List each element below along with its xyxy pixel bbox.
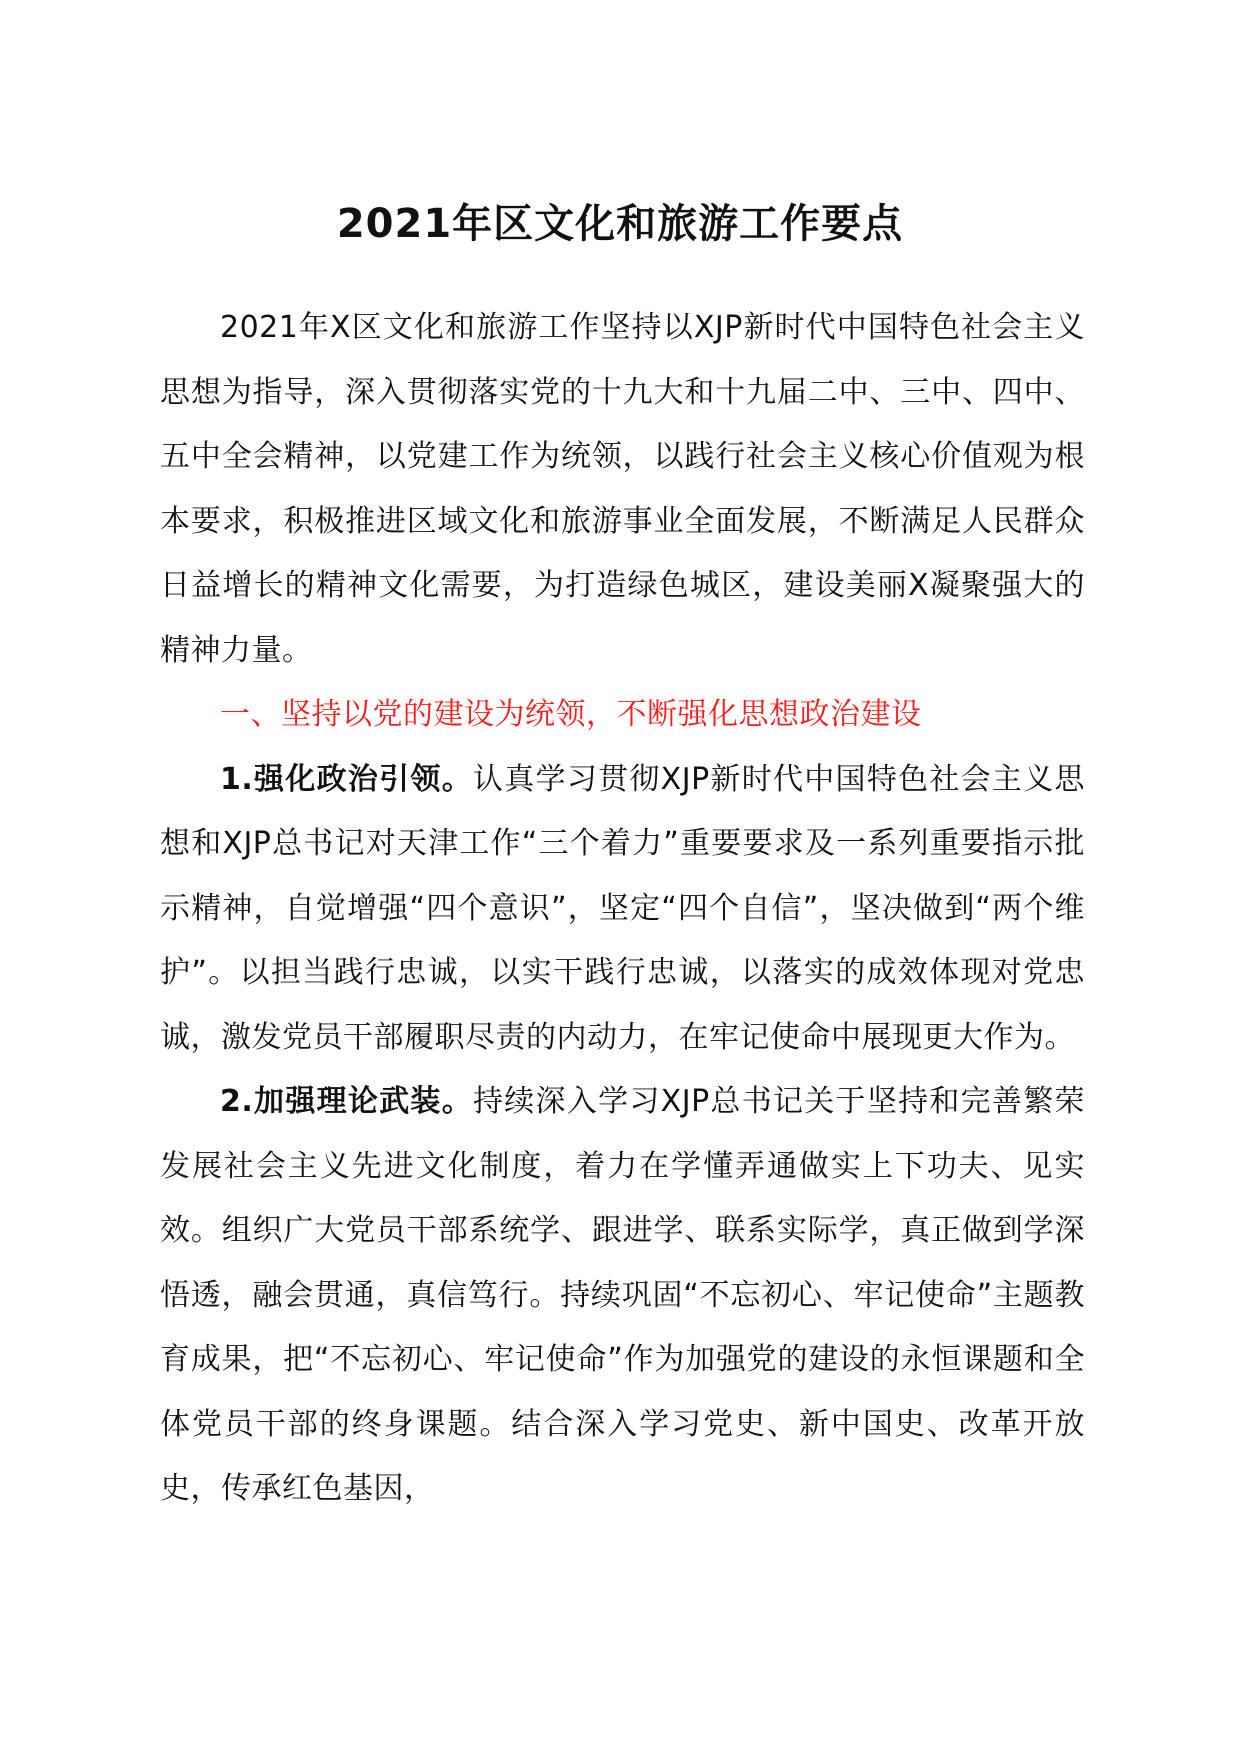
intro-paragraph: 2021年X区文化和旅游工作坚持以XJP新时代中国特色社会主义思想为指导，深入贯彻落实党的十九大和十九届二中、三中、四中、五中全会精神，以党建工作为统领，以践行社会主义核心价值观为根本要求，积极推进区域文化和旅游事业全面发展，不断满足人民群众日益增长的精神文化需要，为打造绿色城区，建设美丽X凝聚强大的精神力量。 — [160, 310, 1085, 668]
item-2-paragraph — [160, 1070, 1085, 1522]
item-1-lead: 1.强化政治引领。 — [220, 761, 473, 797]
item-1-text: 认真学习贯彻XJP新时代中国特色社会主义思想和XJP总书记对天津工作“三个着力”重要要求及一系列重要指示批示精神，自觉增强“四个意识”，坚定“四个自信”，坚决做到“两个维护”。以担当践行忠诚，以实干践行忠诚，以落实的成效体现对党忠诚，激发党员干部履职尽责的内动力，在牢记使命中展现更大作为。 — [160, 761, 1085, 1055]
section-heading-1: 一、坚持以党的建设为统领，不断强化思想政治建设 — [220, 697, 922, 732]
document-title: 2021年区文化和旅游工作要点 — [336, 201, 904, 247]
item-2-lead: 2.加强理论武装。 — [220, 1084, 473, 1119]
item-1-paragraph — [160, 748, 1085, 1071]
item-2-text: 持续深入学习XJP总书记关于坚持和完善繁荣发展社会主义先进文化制度，着力在学懂弄通做实上下功夫、见实效。组织广大党员干部系统学、跟进学、联系实际学，真正做到学深悟透，融会贯通，真信笃行。持续巩固“不忘初心、牢记使命”主题教育成果，把“不忘初心、牢记使命”作为加强党的建设的永恒课题和全体党员干部的终身课题。结合深入学习党史、新中国史、改革开放史，传承红色基因， — [160, 1084, 1085, 1506]
document-body — [160, 296, 1085, 1522]
